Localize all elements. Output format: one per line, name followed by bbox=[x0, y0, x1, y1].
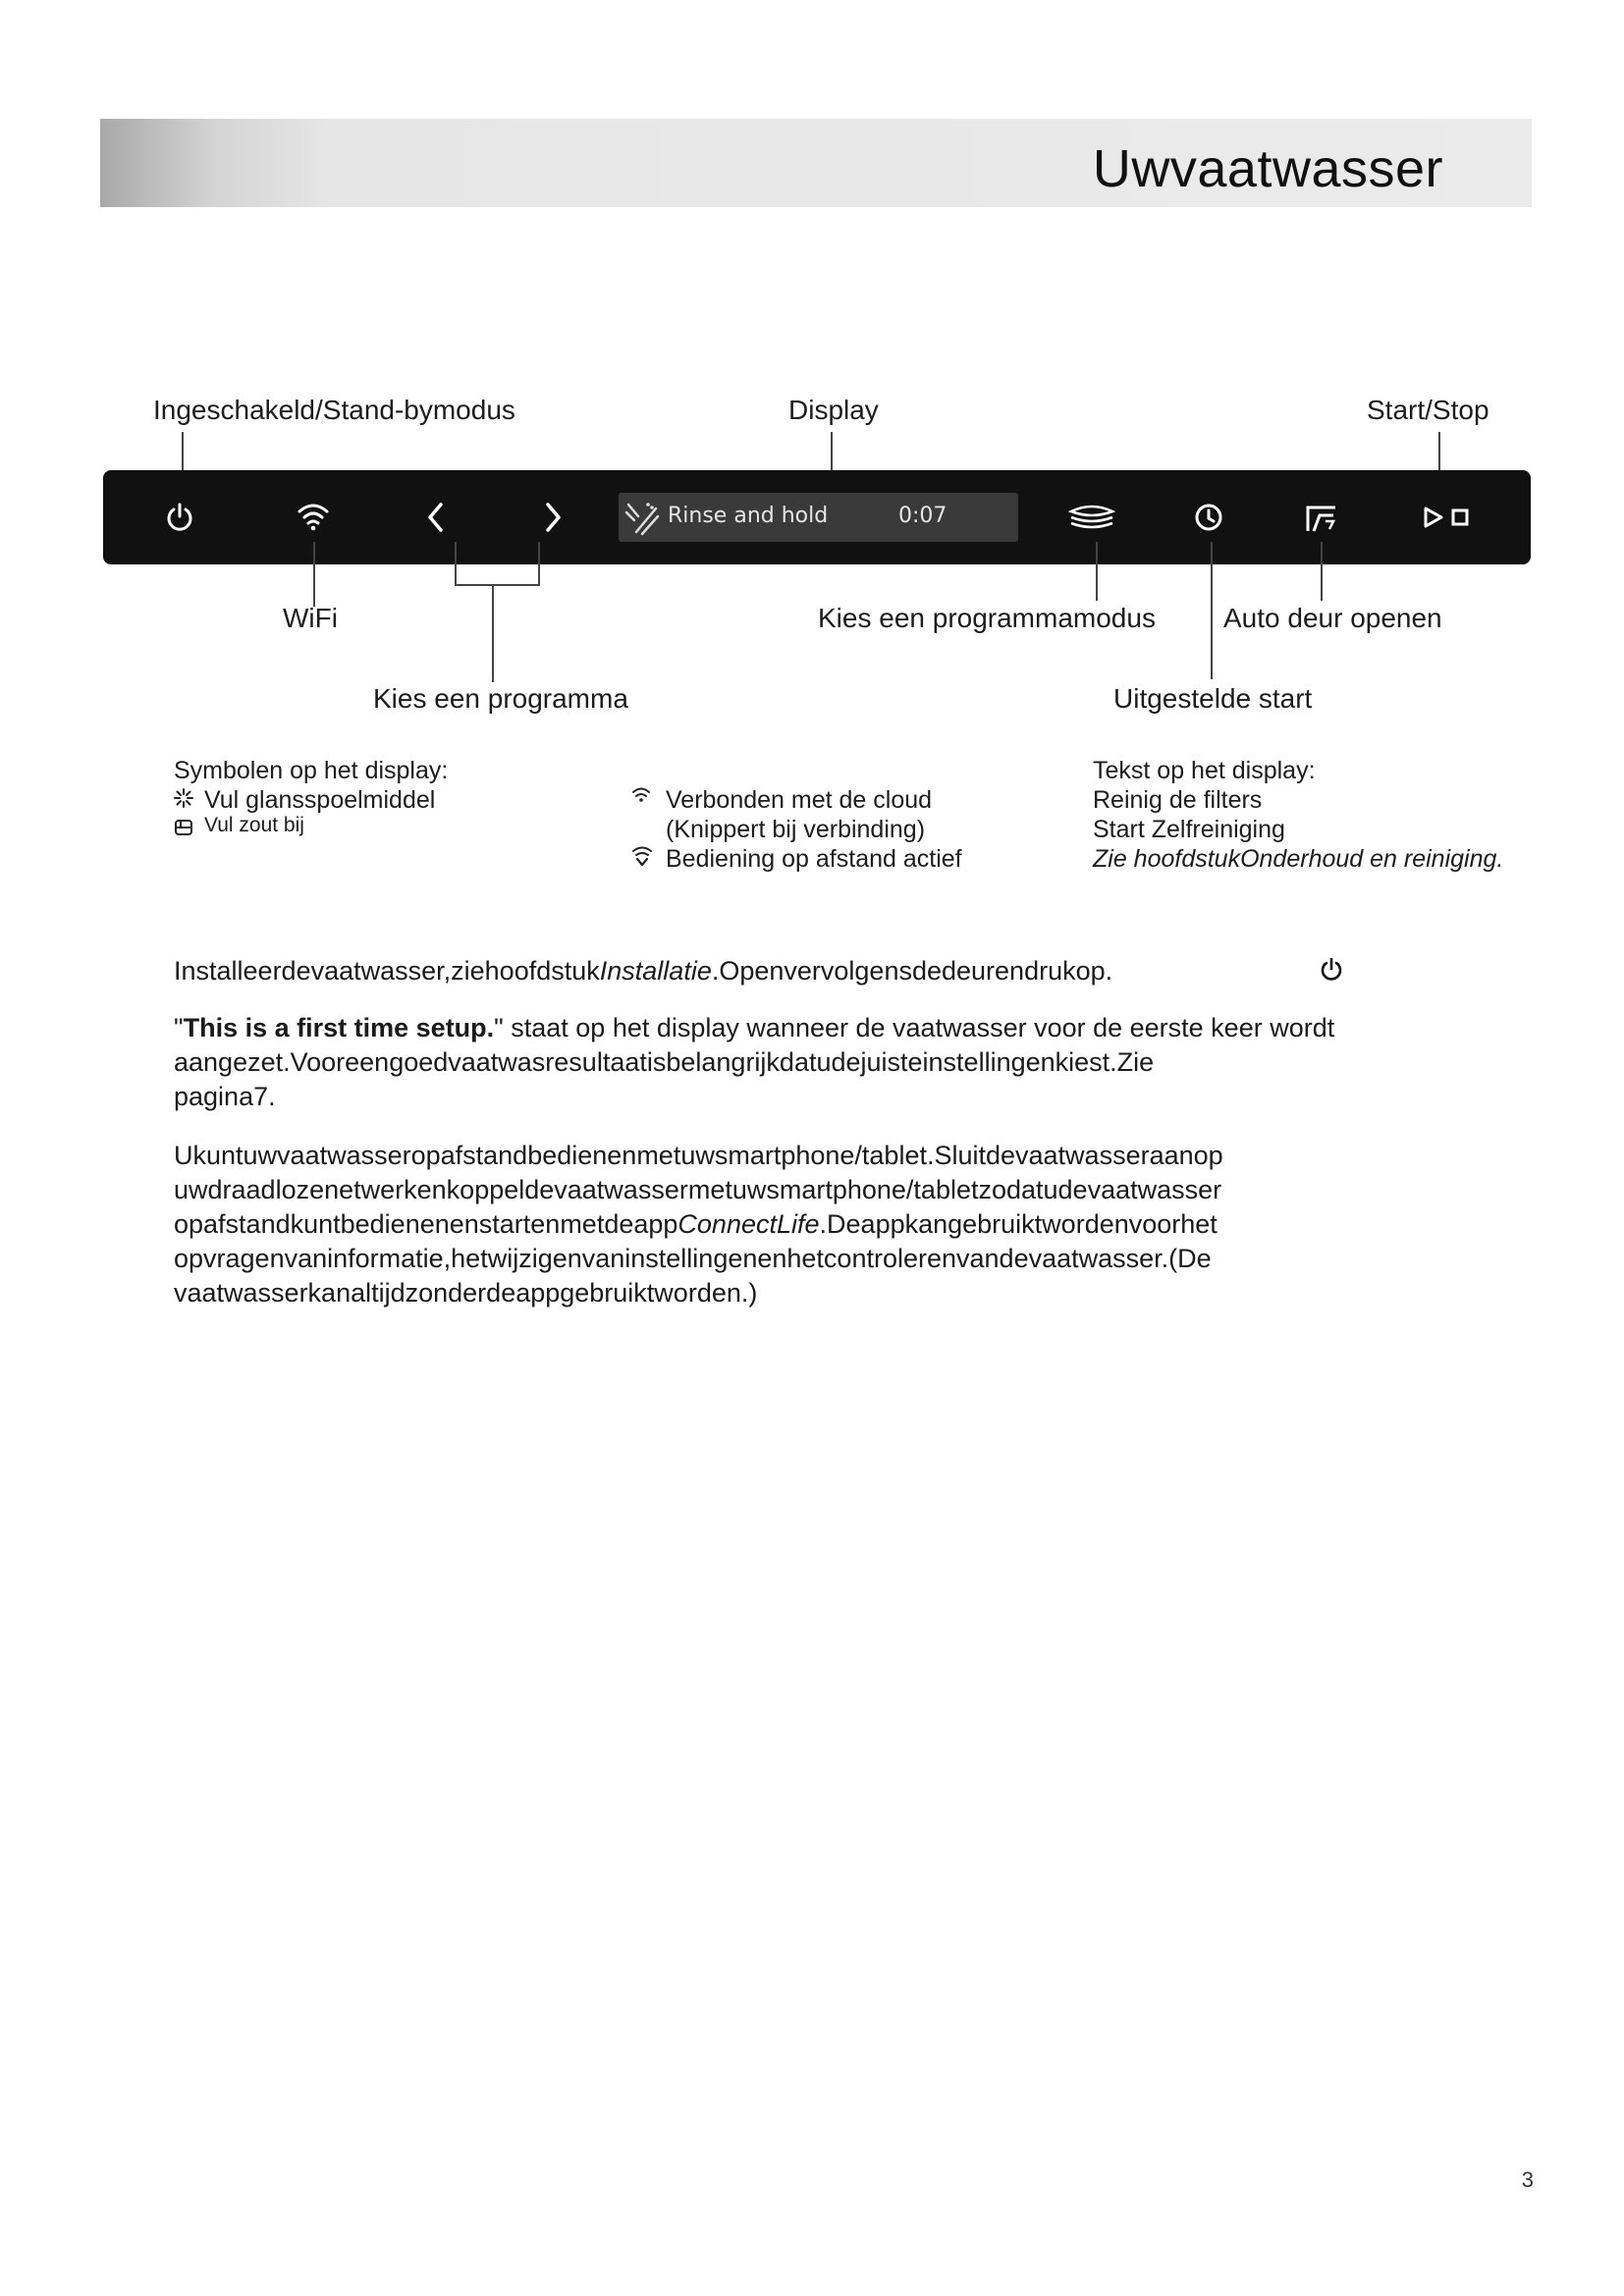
leader-program-mode bbox=[1096, 542, 1098, 601]
p2-line-3: pagina7. bbox=[174, 1082, 276, 1111]
p2-bold: This is a first time setup. bbox=[183, 1013, 495, 1042]
leader-program-bracket bbox=[455, 584, 540, 586]
program-mode-icon[interactable] bbox=[1068, 504, 1115, 531]
legend-self-clean: Start Zelfreiniging bbox=[1093, 816, 1285, 843]
legend-symbols-title: Symbolen op het display: bbox=[174, 757, 449, 784]
label-auto-door: Auto deur openen bbox=[1223, 603, 1442, 633]
display-time: 0:07 bbox=[898, 504, 947, 528]
paragraph-remote bbox=[174, 1139, 1489, 1310]
power-icon bbox=[1320, 957, 1343, 983]
display-screen bbox=[619, 493, 1018, 542]
power-icon[interactable] bbox=[165, 502, 194, 533]
control-panel bbox=[103, 470, 1531, 564]
legend-text-title: Tekst op het display: bbox=[1093, 757, 1316, 784]
p1-text-b: .Openvervolgensdedeurendrukop. bbox=[711, 956, 1113, 986]
label-display: Display bbox=[788, 395, 879, 425]
label-delayed-start: Uitgestelde start bbox=[1113, 683, 1313, 714]
legend-see-chapter: Zie hoofdstukOnderhoud en reiniging. bbox=[1093, 845, 1504, 873]
chevron-left-icon[interactable] bbox=[425, 502, 447, 533]
p3-line-5: vaatwasserkanaltijdzonderdeappgebruiktworden.) bbox=[174, 1278, 758, 1308]
paragraph-install bbox=[174, 954, 1489, 988]
legend-cloud-connected: Verbonden met de cloud bbox=[666, 786, 933, 814]
cloud-wifi-icon bbox=[631, 785, 651, 803]
label-wifi: WiFi bbox=[283, 603, 338, 633]
p2-rest: " staat op het display wanneer de vaatwasser voor de eerste keer wordt bbox=[494, 1013, 1335, 1042]
clock-icon[interactable] bbox=[1193, 502, 1224, 533]
leader-auto-door bbox=[1321, 542, 1323, 601]
wifi-icon[interactable] bbox=[297, 500, 330, 533]
chapter-header bbox=[100, 119, 1532, 207]
label-program-mode: Kies een programmamodus bbox=[818, 603, 1156, 633]
p3-line-1: Ukuntuwvaatwasseropafstandbedienenmetuwsmartphone/tablet.Sluitdevaatwasseraanop bbox=[174, 1141, 1223, 1170]
stop-icon[interactable] bbox=[1451, 508, 1469, 526]
remote-control-icon bbox=[631, 845, 653, 867]
p1-link-installatie: Installatie bbox=[599, 956, 712, 986]
chapter-title: Uwvaatwasser bbox=[1092, 139, 1443, 198]
label-choose-program: Kies een programma bbox=[373, 683, 628, 714]
p2-quote-open: " bbox=[174, 1013, 184, 1042]
legend-rinse-aid: Vul glansspoelmiddel bbox=[204, 786, 436, 814]
play-icon[interactable] bbox=[1422, 506, 1445, 529]
leader-choose-program bbox=[492, 584, 494, 682]
chevron-right-icon[interactable] bbox=[542, 502, 564, 533]
p3-line-4: opvragenvaninformatie,hetwijzigenvaninstellingenenhetcontrolerenvandevaatwasser.(De bbox=[174, 1244, 1212, 1273]
legend-remote-active: Bediening op afstand actief bbox=[666, 845, 962, 873]
p2-line-2: aangezet.Vooreengoedvaatwasresultaatisbelangrijkdatudejuisteinstellingenkiest.Zie bbox=[174, 1047, 1155, 1077]
label-power: Ingeschakeld/Stand-bymodus bbox=[153, 395, 515, 425]
display-program: Rinse and hold bbox=[668, 504, 829, 528]
leader-prev bbox=[455, 542, 457, 585]
p3-line-3a: opafstandkuntbedienenenstartenmetdeapp bbox=[174, 1209, 678, 1239]
leader-next bbox=[538, 542, 540, 585]
rinse-icon bbox=[623, 499, 662, 538]
page-number: 3 bbox=[1521, 2167, 1534, 2192]
p3-line-3b: .Deappkangebruiktwordenvoorhet bbox=[819, 1209, 1218, 1239]
auto-door-icon[interactable] bbox=[1304, 504, 1339, 533]
legend-salt: Vul zout bij bbox=[204, 814, 304, 836]
p3-app-name: ConnectLife bbox=[677, 1209, 820, 1239]
legend-clean-filters: Reinig de filters bbox=[1093, 786, 1263, 814]
salt-icon bbox=[173, 818, 194, 837]
p1-text-a: Installeerdevaatwasser,ziehoofdstuk bbox=[174, 956, 600, 986]
p3-line-2: uwdraadlozenetwerkenkoppeldevaatwassermetuwsmartphone/tabletzodatudevaatwasser bbox=[174, 1175, 1222, 1204]
label-start-stop: Start/Stop bbox=[1367, 395, 1489, 425]
leader-wifi bbox=[313, 542, 315, 607]
rinse-aid-icon bbox=[173, 787, 194, 809]
leader-delayed-start bbox=[1211, 542, 1213, 679]
paragraph-first-setup bbox=[174, 1011, 1489, 1114]
legend-cloud-blink: (Knippert bij verbinding) bbox=[666, 816, 926, 843]
